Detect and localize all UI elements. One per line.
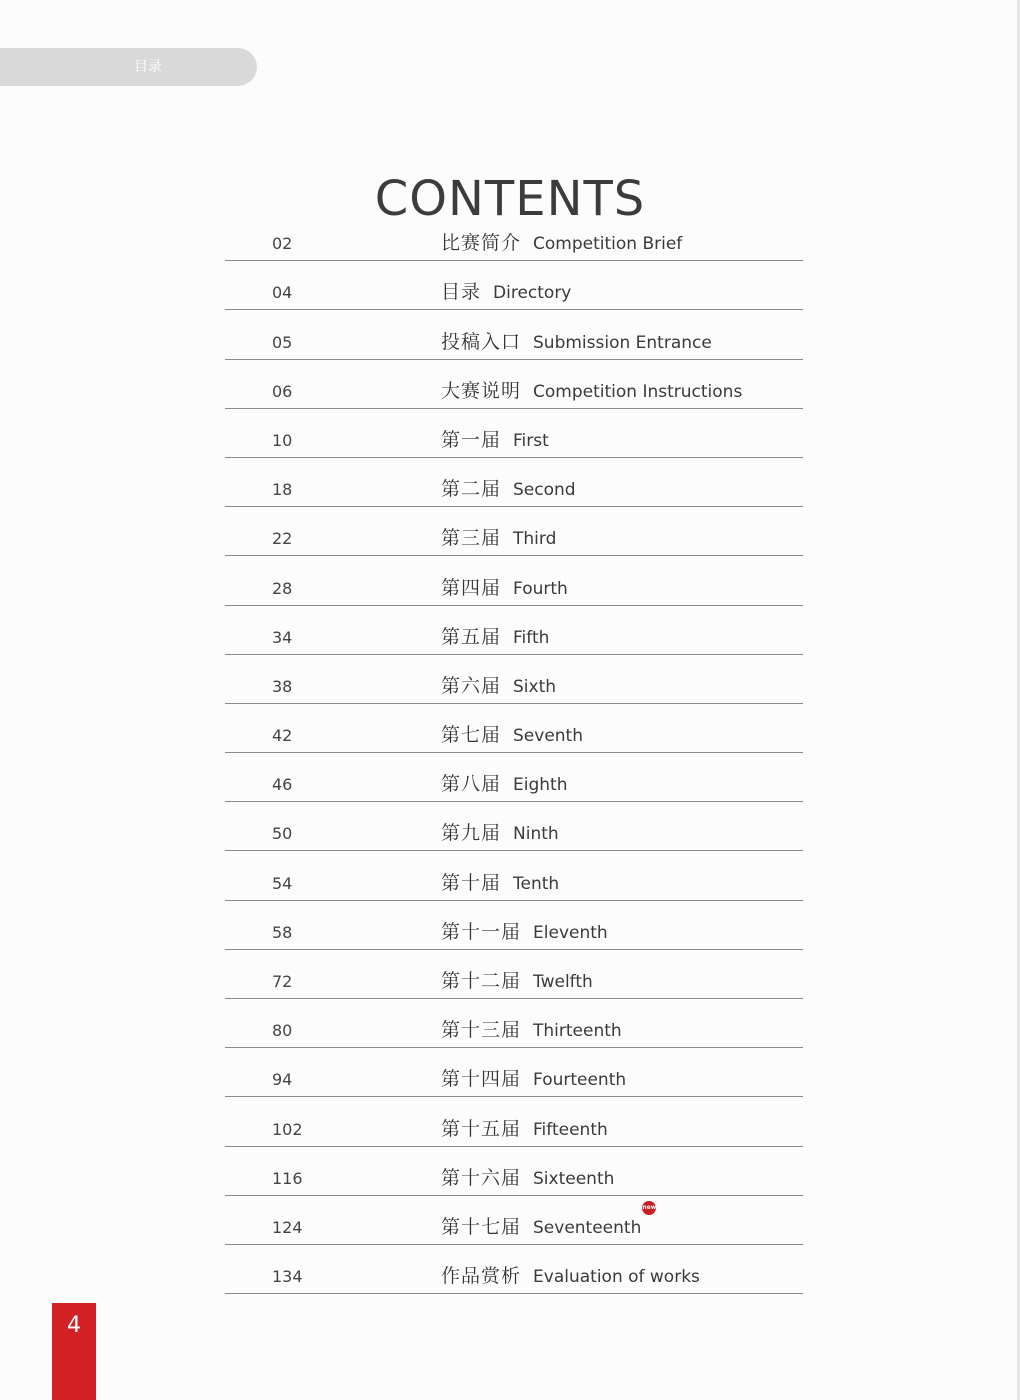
toc-title-cn: 第十二届 [441,970,522,992]
toc-page-number: 02 [272,234,293,254]
toc-entry-title [441,674,556,699]
toc-row[interactable] [225,851,803,900]
toc-title-cn: 第十五届 [441,1117,522,1140]
toc-title-cn: 大赛说明 [441,379,522,402]
toc-row[interactable] [225,704,803,753]
toc-row[interactable] [225,310,803,359]
toc-title-cn: 第二届 [441,478,502,501]
toc-entry-title [441,969,593,994]
toc-row[interactable] [225,1048,803,1097]
toc-entry-title [441,1203,657,1240]
toc-page-number: 102 [272,1119,303,1139]
toc-page-number: 80 [272,1021,293,1041]
toc-entry-title [441,871,559,896]
toc-entry-title [441,428,549,453]
toc-title-en: Sixth [513,676,557,697]
toc-page-number: 34 [272,627,293,647]
toc-title-cn: 第九届 [441,822,502,845]
toc-page-number: 06 [272,381,293,401]
toc-title-en: Fourth [513,578,568,599]
toc-entry-title [441,1117,608,1142]
toc-page-number: 54 [272,873,293,893]
page-number: 4 [67,1313,81,1338]
toc-title-cn: 第一届 [441,428,502,451]
toc-title-cn: 第五届 [441,625,502,648]
toc-title-en: Competition Instructions [533,381,743,402]
toc-title-en: Twelfth [533,972,593,992]
toc-page-number: 116 [272,1168,303,1188]
toc-row[interactable] [225,458,803,507]
toc-title-en: Eleventh [533,922,608,943]
toc-row[interactable] [225,1245,803,1294]
toc-title-cn: 第十七届 [441,1215,522,1238]
toc-entry-title [441,821,559,846]
toc-page-number: 10 [272,430,293,450]
toc-row[interactable] [225,950,803,999]
toc-entry-title [441,920,608,945]
toc-title-en: Tenth [513,873,560,894]
toc-title-cn: 作品赏析 [441,1265,522,1288]
toc-entry-title [441,1067,626,1092]
toc-title-cn: 第十三届 [441,1019,522,1042]
toc-page-number: 50 [272,824,293,844]
toc-row[interactable] [225,753,803,802]
toc-page-number: 124 [272,1217,303,1237]
toc-row[interactable] [225,999,803,1048]
toc-row[interactable] [225,507,803,556]
toc-title-en: Fourteenth [533,1070,627,1091]
toc-entry-title [441,330,712,355]
toc-title-cn: 第十一届 [441,920,522,943]
toc-page-number: 42 [272,726,293,746]
toc-row[interactable] [225,655,803,704]
toc-entry-title [441,526,556,551]
toc-row[interactable] [225,802,803,851]
toc-title-cn: 第七届 [441,724,502,747]
toc-page-number: 72 [272,972,293,991]
section-tab [0,48,257,86]
page-title: CONTENTS [374,171,646,228]
toc-title-cn: 比赛简介 [441,232,522,255]
toc-title-cn: 第三届 [441,527,502,550]
toc-title-en: Sixteenth [533,1168,615,1189]
toc-title-en: Third [513,529,557,550]
toc-title-cn: 第四届 [441,576,502,599]
toc-title-en: First [513,430,549,451]
toc-page-number: 46 [272,775,293,795]
toc-title-en: Eighth [513,775,568,796]
toc-title-en: Thirteenth [533,1021,622,1042]
toc-page-number: 05 [272,332,293,352]
table-of-contents [225,212,803,1294]
toc-entry-title [441,772,568,797]
toc-page-number: 58 [272,922,293,942]
toc-entry-title [441,280,571,305]
new-badge-icon: new [642,1201,656,1215]
toc-title-en: Seventh [513,726,583,747]
toc-title-cn: 第六届 [441,674,502,697]
toc-entry-title [441,723,583,748]
toc-page-number: 22 [272,529,293,549]
section-tab-label: 目录 [134,59,162,75]
toc-entry-title [441,1264,700,1289]
toc-title-cn: 目录 [441,281,482,304]
toc-title-cn: 第十四届 [441,1068,522,1091]
toc-page-number: 28 [272,578,293,598]
toc-entry-title [441,576,568,601]
toc-entry-title [441,477,576,502]
toc-page-number: 18 [272,480,293,500]
toc-row[interactable] [225,261,803,310]
toc-row[interactable] [225,1097,803,1146]
toc-entry-title [441,1018,622,1043]
toc-entry-title [441,625,549,650]
toc-title-en: Fifteenth [533,1119,608,1140]
toc-title-en: Fifth [513,627,550,648]
toc-title-en: Competition Brief [533,234,683,255]
toc-entry-title [441,379,742,404]
toc-title-en: Seventeenth [533,1217,642,1238]
toc-entry-title [441,231,682,256]
toc-row[interactable] [225,360,803,409]
toc-title-cn: 第十届 [441,871,502,894]
toc-row[interactable] [225,1196,803,1245]
toc-title-en: Second [513,480,576,501]
toc-title-en: Ninth [513,824,559,845]
toc-title-cn: 投稿入口 [441,330,522,353]
toc-title-en: Evaluation of works [533,1267,700,1288]
toc-title-cn: 第八届 [441,773,502,796]
page-number-block [52,1303,96,1400]
toc-page-number: 04 [272,283,293,303]
toc-entry-title [441,1166,614,1191]
toc-page-number: 134 [272,1267,303,1287]
toc-page-number: 94 [272,1070,293,1090]
toc-title-en: Directory [493,283,572,304]
toc-title-en: Submission Entrance [533,332,712,353]
toc-row[interactable] [225,409,803,458]
toc-page-number: 38 [272,676,293,696]
toc-row[interactable] [225,606,803,655]
toc-title-cn: 第十六届 [441,1166,522,1189]
toc-row[interactable] [225,556,803,605]
toc-row[interactable] [225,901,803,950]
toc-row[interactable] [225,1147,803,1196]
toc-row[interactable] [225,212,803,261]
